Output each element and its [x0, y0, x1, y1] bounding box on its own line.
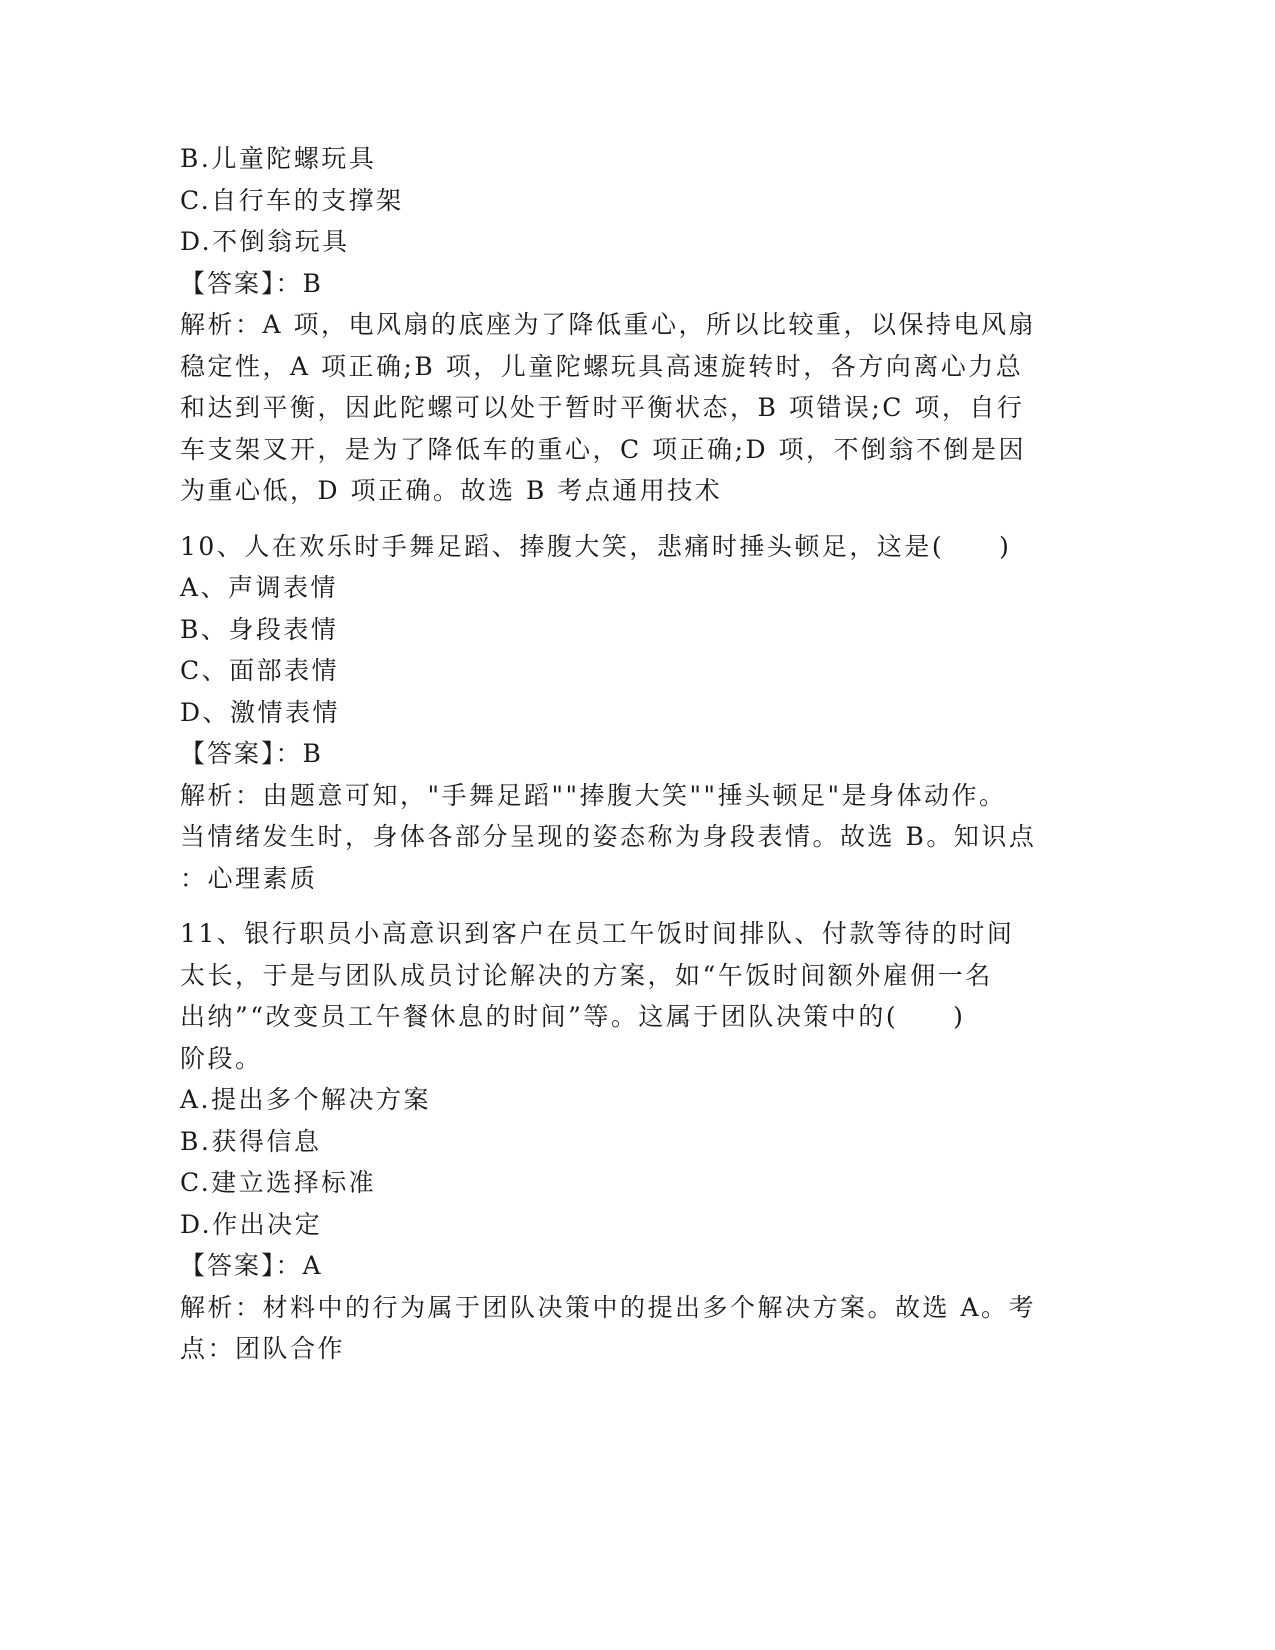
option-a: A、声调表情 — [180, 573, 339, 602]
option-a: A.提出多个解决方案 — [180, 1085, 432, 1114]
answer-line: 【答案】：B — [180, 268, 323, 298]
question-10 — [180, 526, 1040, 900]
question-stem: 出纳”“改变员工午餐休息的时间”等。这属于团队决策中的( ) — [180, 1002, 966, 1031]
question-9-tail — [180, 138, 1040, 512]
explanation-line: 解析：由题意可知，"手舞足蹈""捧腹大笑""捶头顿足"是身体动作。 — [180, 780, 1007, 810]
explanation-line: 解析：材料中的行为属于团队决策中的提出多个解决方案。故选 A。考 — [180, 1292, 1037, 1322]
explanation-line: 和达到平衡，因此陀螺可以处于暂时平衡状态，B 项错误;C 项，自行 — [180, 393, 1025, 422]
question-stem: 11、银行职员小高意识到客户在员工午饭时间排队、付款等待的时间 — [180, 919, 1015, 948]
answer-line: 【答案】：B — [180, 739, 323, 768]
option-b: B.儿童陀螺玩具 — [180, 144, 377, 173]
option-b: B、身段表情 — [180, 614, 339, 644]
option-c: C、面部表情 — [180, 656, 340, 685]
question-stem: 太长，于是与团队成员讨论解决的方案，如“午饭时间额外雇佣一名 — [180, 960, 993, 990]
option-b: B.获得信息 — [180, 1126, 322, 1156]
explanation-line: 为重心低，D 项正确。故选 B 考点通用技术 — [180, 476, 723, 505]
explanation-line: 车支架叉开，是为了降低车的重心，C 项正确;D 项，不倒翁不倒是因 — [180, 434, 1026, 464]
option-d: D、激情表情 — [180, 697, 341, 727]
option-c: C.自行车的支撑架 — [180, 185, 404, 215]
explanation-line: 点：团队合作 — [180, 1334, 346, 1363]
question-stem: 阶段。 — [180, 1043, 263, 1073]
explanation-line: ：心理素质 — [180, 863, 318, 893]
explanation-line: 当情绪发生时，身体各部分呈现的姿态称为身段表情。故选 B。知识点 — [180, 822, 1037, 851]
question-stem: 10、人在欢乐时手舞足蹈、捧腹大笑，悲痛时捶头顿足，这是( ) — [180, 531, 1012, 561]
option-d: D.作出决定 — [180, 1209, 323, 1239]
option-c: C.建立选择标准 — [180, 1168, 377, 1197]
option-d: D.不倒翁玩具 — [180, 227, 350, 256]
question-11 — [180, 913, 1040, 1370]
answer-line: 【答案】：A — [180, 1251, 323, 1280]
explanation-line: 解析：A 项，电风扇的底座为了降低重心，所以比较重，以保持电风扇 — [180, 310, 1037, 339]
explanation-line: 稳定性，A 项正确;B 项，儿童陀螺玩具高速旋转时，各方向离心力总 — [180, 351, 1024, 381]
document-page — [180, 138, 1040, 1370]
